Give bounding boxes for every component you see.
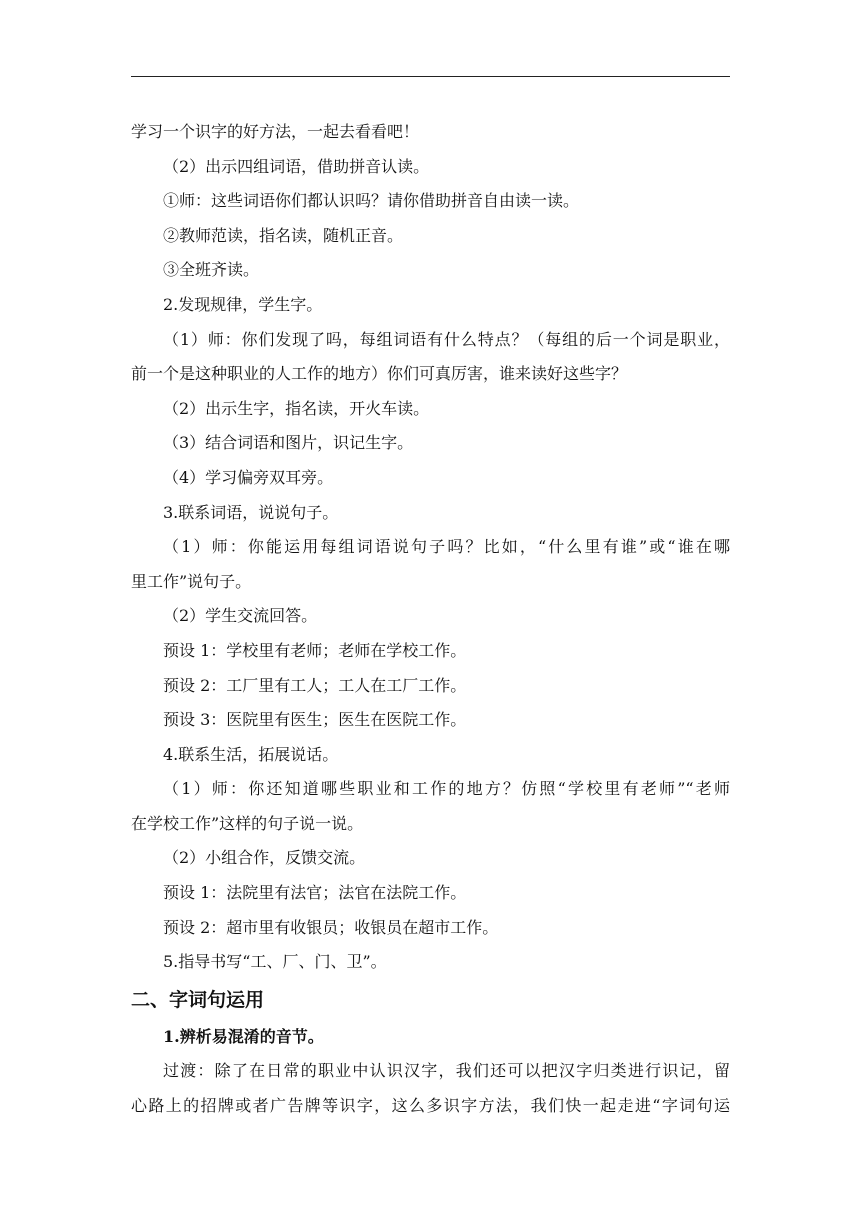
section-step: 2.发现规律，学生字。: [163, 294, 323, 314]
header-rule: [131, 76, 730, 77]
paragraph-line: （2）小组合作，反馈交流。: [163, 848, 366, 868]
subsection-heading: 1.辨析易混淆的音节。: [163, 1026, 324, 1046]
section-step: 5.指导书写“工、厂、门、卫”。: [163, 952, 387, 972]
paragraph-line: 学习一个识字的好方法，一起去看看吧！: [131, 122, 420, 141]
section-step: 4.联系生活，拓展说话。: [163, 744, 339, 764]
document-body: [131, 115, 730, 1124]
paragraph-line: 在学校工作”这样的句子说一说。: [131, 813, 364, 833]
paragraph-line: ②教师范读，指名读，随机正音。: [163, 225, 404, 245]
paragraph-line: 预设 1：法院里有法官；法官在法院工作。: [163, 883, 467, 903]
paragraph-line: ③全班齐读。: [163, 260, 260, 280]
paragraph-line: （2）学生交流回答。: [163, 606, 318, 626]
paragraph-line: 预设 2：工厂里有工人；工人在工厂工作。: [163, 675, 467, 695]
paragraph-line: 预设 3：医院里有医生；医生在医院工作。: [163, 710, 467, 730]
paragraph-line: （1）师：你能运用每组词语说句子吗？比如，“什么里有谁”或“谁在哪: [163, 537, 730, 557]
paragraph-line: 预设 1：学校里有老师；老师在学校工作。: [163, 640, 467, 660]
paragraph-line: 预设 2：超市里有收银员；收银员在超市工作。: [163, 917, 499, 937]
paragraph-line: 里工作”说句子。: [131, 571, 252, 591]
section-heading: 二、字词句运用: [131, 988, 265, 1011]
paragraph-line: （4）学习偏旁双耳旁。: [163, 467, 334, 487]
paragraph-line: 过渡：除了在日常的职业中认识汉字，我们还可以把汉字归类进行识记，留: [163, 1061, 730, 1081]
paragraph-line: （3）结合词语和图片，识记生字。: [163, 433, 414, 453]
section-step: 3.联系词语，说说句子。: [163, 502, 339, 522]
paragraph-line: 心路上的招牌或者广告牌等识字，这么多识字方法，我们快一起走进“字词句运: [131, 1096, 730, 1116]
paragraph-line: （2）出示生字，指名读，开火车读。: [163, 398, 430, 418]
paragraph-line: （2）出示四组词语，借助拼音认读。: [163, 156, 430, 176]
paragraph-line: （1）师：你还知道哪些职业和工作的地方？仿照“学校里有老师”“老师: [163, 779, 730, 799]
paragraph-line: ①师：这些词语你们都认识吗？请你借助拼音自由读一读。: [163, 191, 580, 211]
paragraph-line: 前一个是这种职业的人工作的地方）你们可真厉害，谁来读好这些字？: [131, 364, 628, 384]
paragraph-line: （1）师：你们发现了吗，每组词语有什么特点？（每组的后一个词是职业，: [163, 329, 730, 349]
